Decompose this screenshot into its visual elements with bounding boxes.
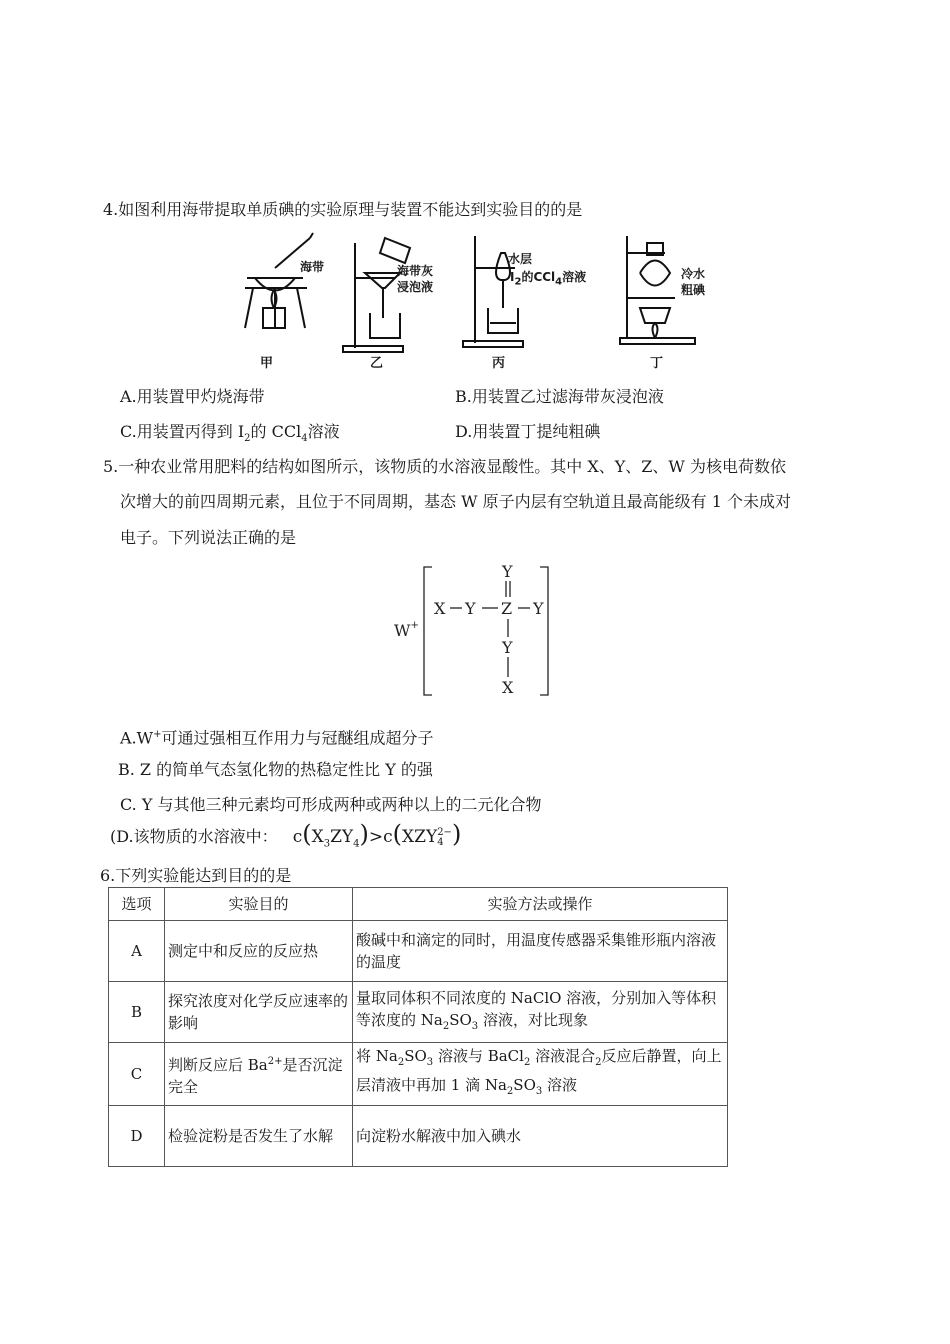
struct-atom-y-top: Y	[502, 562, 513, 581]
table-header-row	[109, 888, 728, 921]
q5-option-d: (D.该物质的水溶液中： $c(X_3ZY_4)>c(XZY$ 2− 4 )	[110, 820, 462, 850]
struct-atom-y-right: Y	[533, 599, 544, 618]
q4-option-b: B.用装置乙过滤海带灰浸泡液	[455, 387, 664, 406]
q4-option-a: A.用装置甲灼烧海带	[120, 387, 265, 406]
row-a-purpose: 测定中和反应的反应热	[165, 921, 353, 982]
struct-atom-x-bottom: X	[502, 678, 514, 697]
struct-atom-y-bottom: Y	[502, 638, 513, 657]
label-ash-2: 浸泡液	[397, 280, 434, 294]
table-row	[109, 1106, 728, 1167]
label-crude-iodine: 粗碘	[681, 283, 706, 297]
header-method: 实验方法或操作	[353, 888, 728, 921]
table-row	[109, 1043, 728, 1106]
caption-jia: 甲	[260, 356, 274, 371]
q5-option-b: B. Z 的简单气态氢化物的热稳定性比 Y 的强	[118, 760, 433, 779]
struct-atom-z: Z	[501, 599, 513, 618]
q4-option-c: C.用装置丙得到 $I_2$的 CCl$_4$溶液	[120, 422, 340, 445]
row-c-purpose: 判断反应后 $Ba^{2+}$是否沉淀完全	[165, 1043, 353, 1106]
row-a-option: A	[109, 921, 165, 982]
label-ccl4-solution: $I_2$的CCl$_4$溶液	[510, 270, 587, 288]
q5-stem-2: 次增大的前四周期元素，且位于不同周期，基态 W 原子内层有空轨道且最高能级有 1 个未成对	[120, 492, 791, 511]
q5-option-c: C. Y 与其他三种元素均可形成两种或两种以上的二元化合物	[120, 795, 542, 814]
q5-option-a: A.W+可通过强相互作用力与冠醚组成超分子	[120, 728, 434, 748]
table-row	[109, 921, 728, 982]
q4-apparatus-figure	[235, 228, 705, 373]
row-c-option: C	[109, 1043, 165, 1106]
row-b-purpose: 探究浓度对化学反应速率的影响	[165, 982, 353, 1043]
row-c-method: 将 $Na_2SO_3$ 溶液与 BaCl$_2$ 溶液混合$_2$反应后静置，向上层清液中再加 1 滴 $Na_2SO_3$ 溶液	[353, 1043, 728, 1106]
row-b-method: 量取同体积不同浓度的 NaClO 溶液，分别加入等体积等浓度的 $Na_2SO_3$ 溶液，对比现象	[353, 982, 728, 1043]
q6-stem: 6.下列实验能达到目的的是	[100, 866, 292, 885]
q5-structure-diagram	[390, 555, 570, 705]
row-b-option: B	[109, 982, 165, 1043]
label-cold-water: 冷水	[681, 267, 706, 281]
table-row	[109, 982, 728, 1043]
q6-table	[108, 887, 728, 1167]
label-water-layer: 水层	[508, 252, 533, 266]
row-a-method: 酸碱中和滴定的同时，用温度传感器采集锥形瓶内溶液的温度	[353, 921, 728, 982]
row-d-method: 向淀粉水解液中加入碘水	[353, 1106, 728, 1167]
q5-stem-1: 5.一种农业常用肥料的结构如图所示，该物质的水溶液显酸性。其中 X、Y、Z、W 为核电荷数依	[103, 457, 786, 476]
caption-bing: 丙	[492, 356, 506, 371]
q5-stem-3: 电子。下列说法正确的是	[120, 528, 297, 547]
q4-option-d: D.用装置丁提纯粗碘	[455, 422, 601, 441]
struct-atom-y-bridge: Y	[465, 599, 476, 618]
label-kelp: 海带	[300, 260, 325, 274]
label-ash-1: 海带灰	[397, 264, 434, 278]
row-d-option: D	[109, 1106, 165, 1167]
header-option: 选项	[109, 888, 165, 921]
struct-atom-x-left: X	[434, 599, 446, 618]
header-purpose: 实验目的	[165, 888, 353, 921]
struct-cation-w: W+	[394, 620, 419, 640]
apparatus-yi	[343, 238, 410, 352]
apparatus-jia	[245, 233, 313, 328]
caption-yi: 乙	[370, 356, 384, 371]
row-d-purpose: 检验淀粉是否发生了水解	[165, 1106, 353, 1167]
caption-ding: 丁	[650, 356, 664, 371]
q4-stem: 4.如图利用海带提取单质碘的实验原理与装置不能达到实验目的的是	[103, 200, 583, 219]
